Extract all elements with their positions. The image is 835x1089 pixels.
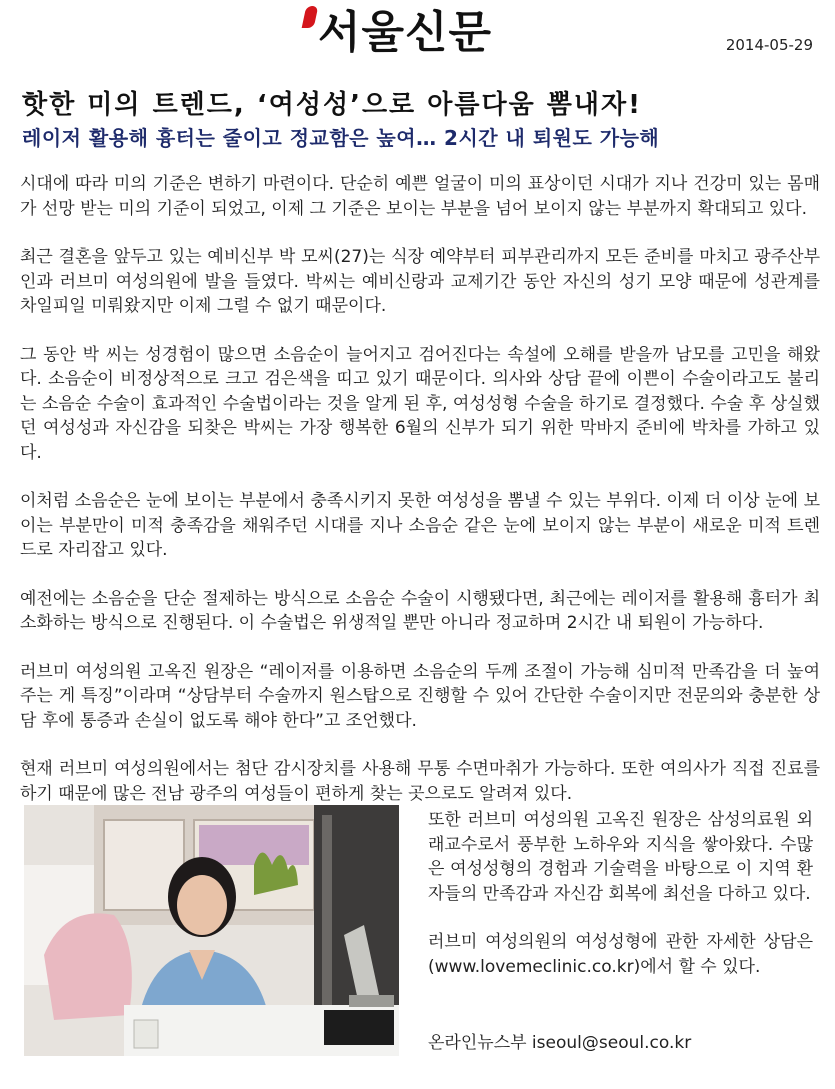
body-paragraph: 이처럼 소음순은 눈에 보이는 부분에서 충족시키지 못한 여성성을 뽐낼 수 있는 부위다. 이제 더 이상 눈에 보이는 부분만이 미적 충족감을 채워주던 시대를 지나 소음순 같은 눈에 보이지 않는 부분이 새로운 미적 트렌드로 자리잡고 있다.	[20, 491, 820, 560]
side-paragraph: 또한 러브미 여성의원 고옥진 원장은 삼성의료원 외래교수로서 풍부한 노하우와 지식을 쌓아왔다. 수많은 여성성형의 경험과 기술력을 바탕으로 이 지역 환자들의 만족감과 자신감 회복에 최선을 다하고 있다.	[428, 810, 813, 904]
body-paragraph: 최근 결혼을 앞두고 있는 예비신부 박 모씨(27)는 식장 예약부터 피부관리까지 모든 준비를 마치고 광주산부인과 러브미 여성의원에 발을 들였다. 박씨는 예비신랑과 교제기간 동안 자신의 성기 모양 때문에 성관계를 차일피일 미뤄왔지만 이제 그럴 수 없기 때문이다.	[20, 247, 820, 316]
logo-mark-icon	[302, 6, 319, 28]
article-body	[20, 172, 820, 830]
doctor-photo	[24, 805, 399, 1056]
body-paragraph: 그 동안 박 씨는 성경험이 많으면 소음순이 늘어지고 검어진다는 속설에 오해를 받을까 남모를 고민을 해왔다. 소음순이 비정상적으로 크고 검은색을 띠고 있기 때문이다. 의사와 상담 끝에 이쁜이 수술이라고도 불리는 소음순 수술이 효과적인 수술법이라는 것을 알게 된 후, 여성성형 수술을 하기로 결정했다. 수술 후 상실했던 여성성과 자신감을 되찾은 박씨는 가장 행복한 6월의 신부가 되기 위한 막바지 준비에 박차를 가하고 있다.	[20, 344, 820, 463]
body-paragraph: 시대에 따라 미의 기준은 변하기 마련이다. 단순히 예쁜 얼굴이 미의 표상이던 시대가 지나 건강미 있는 몸매가 선망 받는 미의 기준이 되었고, 이제 그 기준은 보이는 부분을 넘어 보이지 않는 부분까지 확대되고 있다.	[20, 174, 820, 219]
article-subheadline: 레이저 활용해 흉터는 줄이고 정교함은 높여… 2시간 내 퇴원도 가능해	[22, 126, 660, 150]
body-paragraph: 현재 러브미 여성의원에서는 첨단 감시장치를 사용해 무통 수면마취가 가능하다. 또한 여의사가 직접 진료를 하기 때문에 많은 전남 광주의 여성들이 편하게 찾는 곳으로도 알려져 있다.	[20, 759, 820, 804]
side-paragraph: 러브미 여성의원의 여성성형에 관한 자세한 상담은(www.lovemeclinic.co.kr)에서 할 수 있다.	[428, 932, 813, 977]
publish-date: 2014-05-29	[725, 36, 813, 54]
side-column-text	[428, 808, 813, 1003]
body-paragraph: 러브미 여성의원 고옥진 원장은 “레이저를 이용하면 소음순의 두께 조절이 가능해 심미적 만족감을 더 높여주는 게 특징”이라며 “상담부터 수술까지 원스탑으로 진행할 수 있어 간단한 수술이지만 전문의와 충분한 상담 후에 통증과 손실이 없도록 해야 한다”고 조언했다.	[20, 661, 820, 731]
body-paragraph: 예전에는 소음순을 단순 절제하는 방식으로 소음순 수술이 시행됐다면, 최근에는 레이저를 활용해 흉터가 최소화하는 방식으로 진행된다. 이 수술법은 위생적일 뿐만 아니라 정교하며 2시간 내 퇴원이 가능하다.	[20, 588, 820, 633]
article-headline: 핫한 미의 트렌드, ‘여성성’으로 아름다움 뽐내자!	[22, 90, 642, 120]
photo-illustration	[24, 805, 399, 1056]
newspaper-logo[interactable]: 서울신문	[318, 7, 493, 58]
masthead	[300, 4, 540, 62]
byline: 온라인뉴스부 iseoul@seoul.co.kr	[428, 1033, 692, 1053]
